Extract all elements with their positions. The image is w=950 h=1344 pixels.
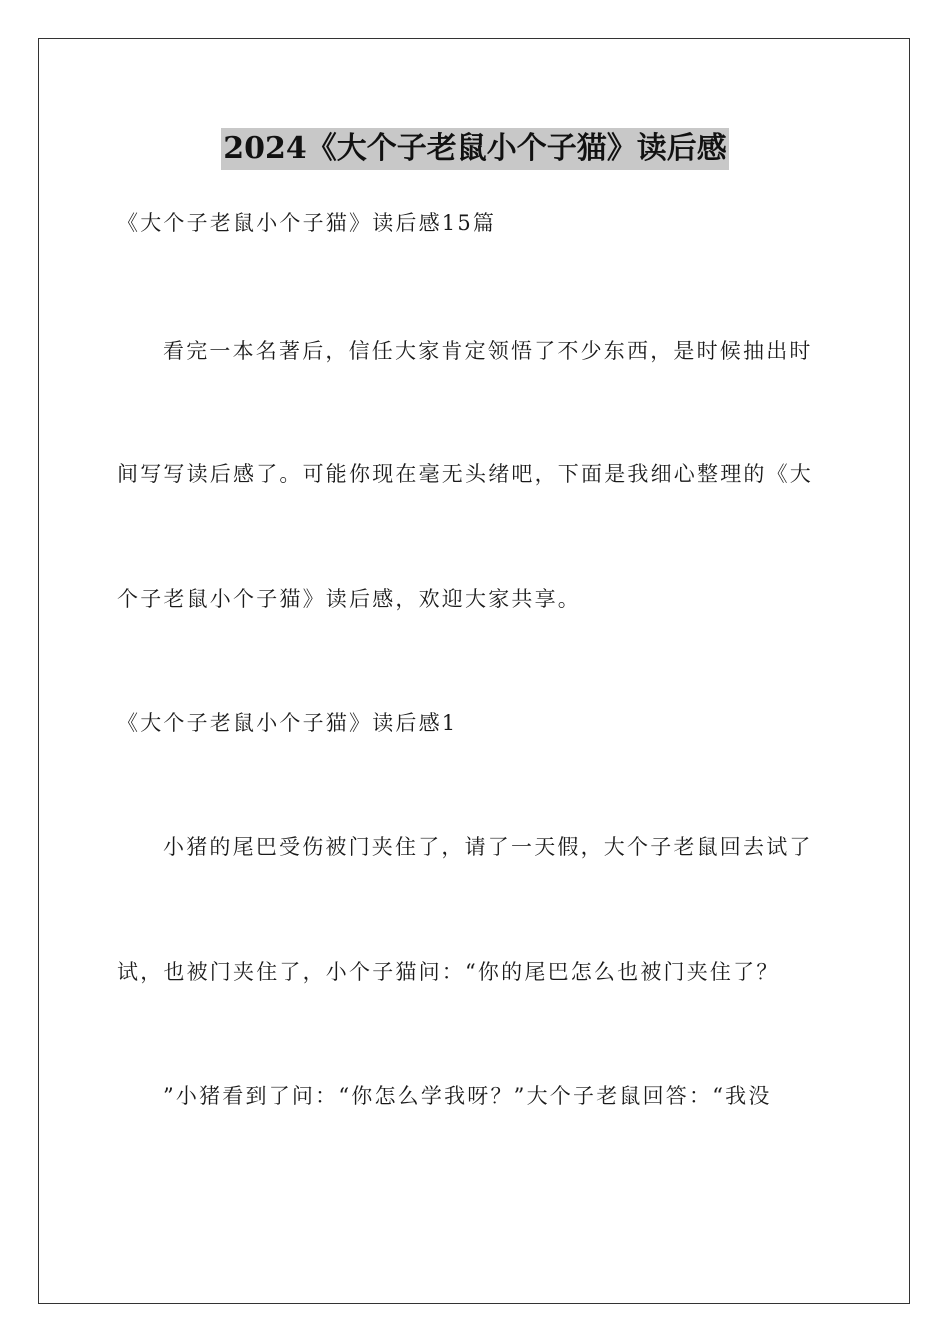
- paragraph-line: 个子老鼠小个子猫》读后感，欢迎大家共享。: [117, 587, 581, 611]
- section-heading: 《大个子老鼠小个子猫》读后感1: [117, 711, 458, 735]
- paragraph-line: ”小猪看到了问：“你怎么学我呀？”大个子老鼠回答：“我没: [163, 1084, 772, 1108]
- subtitle-line: 《大个子老鼠小个子猫》读后感15篇: [117, 211, 497, 235]
- paragraph-line: 试，也被门夹住了，小个子猫问：“你的尾巴怎么也被门夹住了？: [117, 960, 780, 984]
- paragraph-line: 间写写读后感了。可能你现在毫无头绪吧，下面是我细心整理的《大: [117, 462, 813, 486]
- document-title: 2024《大个子老鼠小个子猫》读后感: [221, 128, 729, 170]
- title-container: [0, 128, 950, 170]
- paragraph-line: 看完一本名著后，信任大家肯定领悟了不少东西，是时候抽出时: [163, 339, 813, 363]
- paragraph-line: 小猪的尾巴受伤被门夹住了，请了一天假，大个子老鼠回去试了: [163, 835, 813, 859]
